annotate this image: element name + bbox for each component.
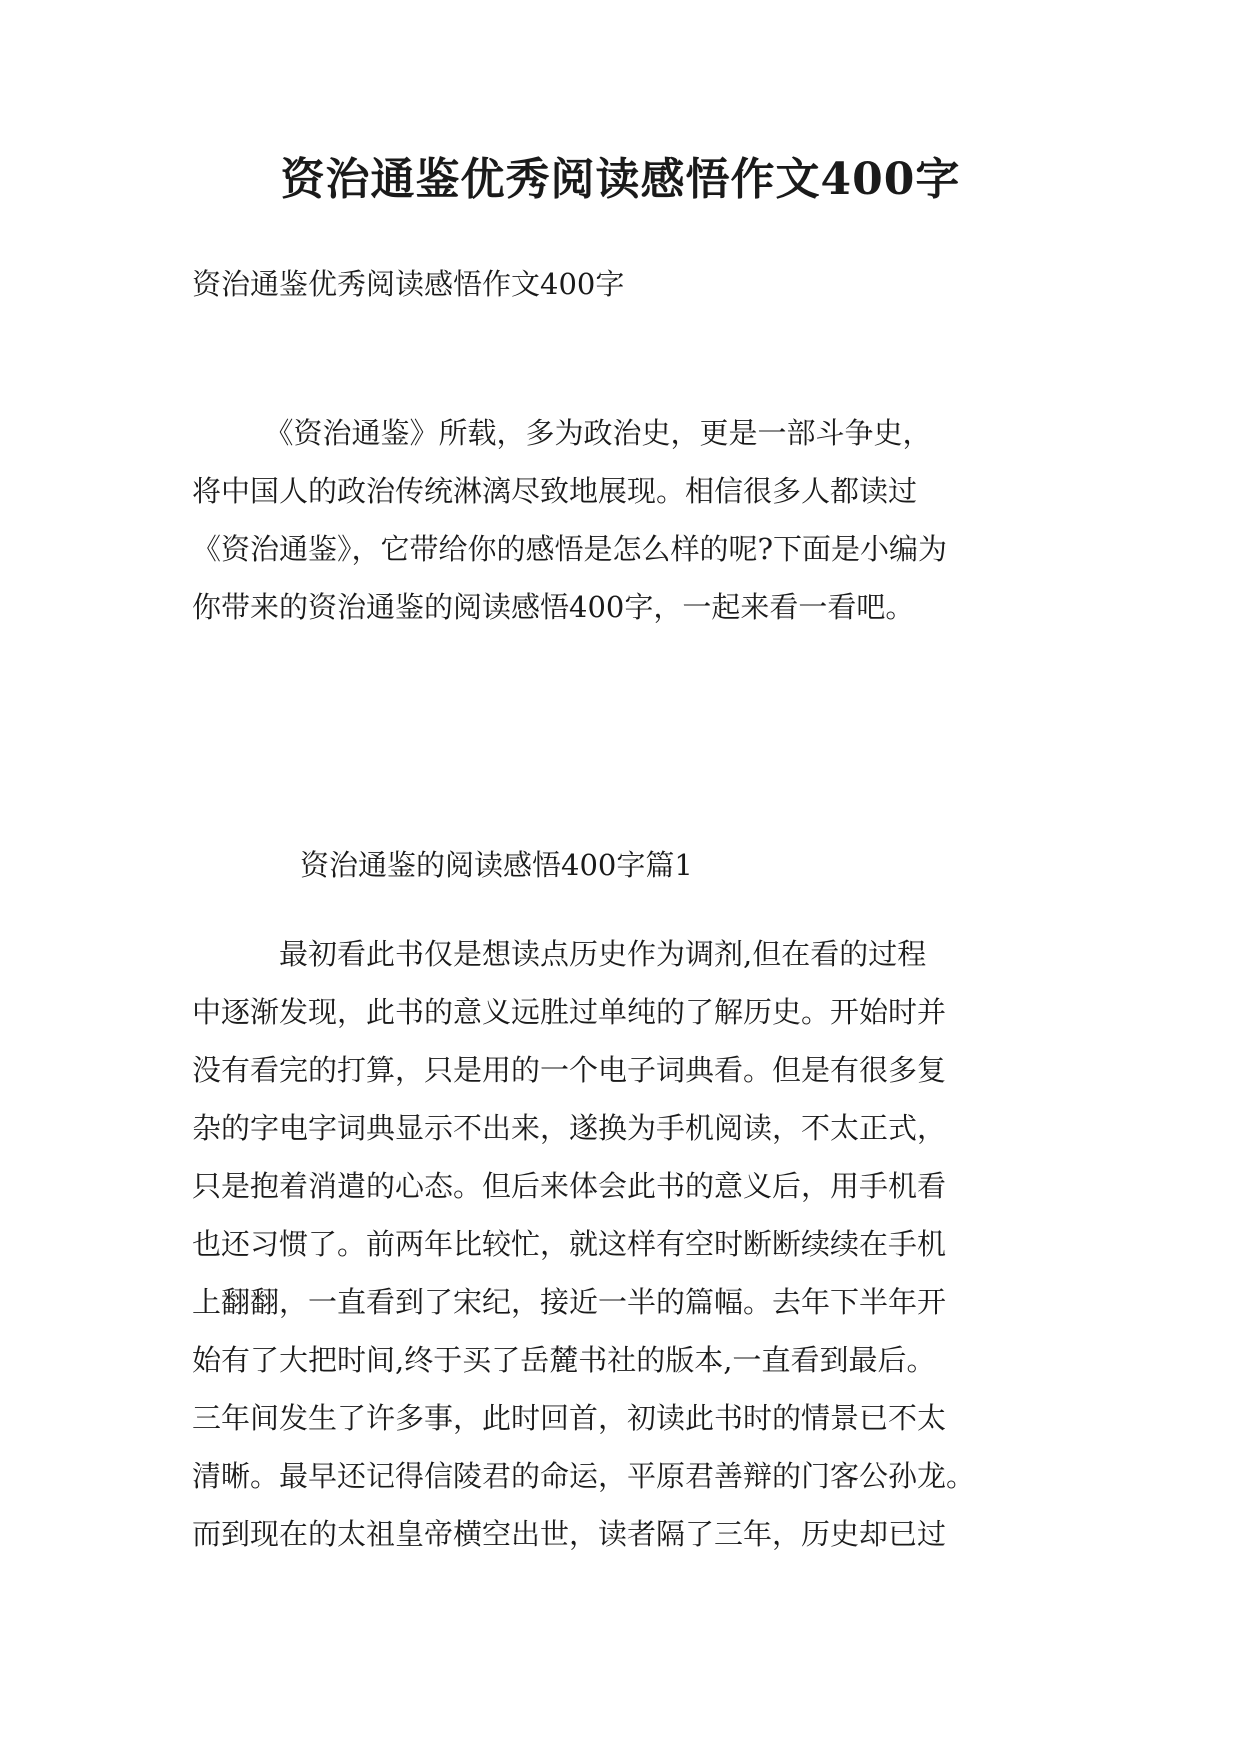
body-line: 清晰。最早还记得信陵君的命运，平原君善辩的门客公孙龙。 bbox=[192, 1459, 976, 1493]
body-paragraph bbox=[192, 925, 1062, 1563]
body-line: 中逐渐发现，此书的意义远胜过单纯的了解历史。开始时并 bbox=[192, 995, 947, 1029]
intro-line: 将中国人的政治传统淋漓尽致地展现。相信很多人都读过 bbox=[192, 474, 918, 508]
body-line: 三年间发生了许多事，此时回首，初读此书时的情景已不太 bbox=[192, 1401, 947, 1435]
body-line: 也还习惯了。前两年比较忙，就这样有空时断断续续在手机 bbox=[192, 1227, 947, 1261]
body-line: 而到现在的太祖皇帝横空出世，读者隔了三年，历史却已过 bbox=[192, 1517, 947, 1551]
body-line: 始有了大把时间,终于买了岳麓书社的版本,一直看到最后。 bbox=[192, 1343, 936, 1377]
document-title: 资治通鉴优秀阅读感悟作文400字 bbox=[280, 154, 961, 205]
body-line: 只是抱着消遣的心态。但后来体会此书的意义后，用手机看 bbox=[192, 1169, 947, 1203]
body-line: 上翻翻，一直看到了宋纪，接近一半的篇幅。去年下半年开 bbox=[192, 1285, 947, 1319]
intro-paragraph bbox=[192, 404, 1062, 636]
intro-line: 《资治通鉴》所载，多为政治史，更是一部斗争史， bbox=[192, 416, 932, 450]
body-line: 最初看此书仅是想读点历史作为调剂,但在看的过程 bbox=[192, 937, 927, 971]
intro-line: 你带来的资治通鉴的阅读感悟400字，一起来看一看吧。 bbox=[192, 590, 915, 624]
intro-line: 《资治通鉴》，它带给你的感悟是怎么样的呢?下面是小编为 bbox=[192, 532, 948, 566]
section-heading: 资治通鉴的阅读感悟400字篇1 bbox=[300, 848, 693, 882]
body-line: 没有看完的打算，只是用的一个电子词典看。但是有很多复 bbox=[192, 1053, 947, 1087]
body-line: 杂的字电字词典显示不出来，遂换为手机阅读，不太正式， bbox=[192, 1111, 947, 1145]
document-subtitle: 资治通鉴优秀阅读感悟作文400字 bbox=[192, 267, 625, 301]
